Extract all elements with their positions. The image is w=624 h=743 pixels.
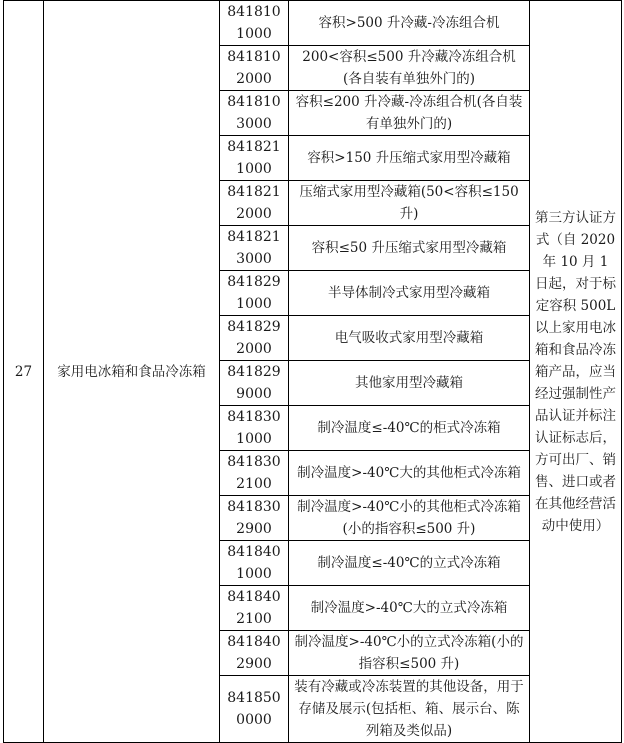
group-number-cell: 27	[4, 1, 44, 743]
hs-code-suffix: 1000	[236, 26, 272, 42]
description-cell: 制冷温度>-40℃小的立式冷冻箱(小的指容积≤500 升)	[289, 631, 530, 676]
hs-code-suffix: 3000	[236, 116, 272, 132]
hs-code-cell	[220, 586, 289, 631]
hs-code-prefix: 841810	[227, 49, 281, 65]
hs-code-suffix: 2000	[236, 341, 272, 357]
hs-code-cell	[220, 631, 289, 676]
hs-code-prefix: 841829	[227, 274, 281, 290]
certification-note-text: 第三方认证方式（自 2020 年 10 月 1 日起，对于标定容积 500L 以上家用电冰箱和食品冷冻箱产品，应当经过强制性产品认证并标注认证标志后，方可出厂、销售、进口或者在其他经营活动中使用）	[535, 209, 616, 534]
table-row	[4, 1, 622, 46]
hs-code-suffix: 9000	[236, 386, 272, 402]
hs-code-suffix: 2900	[236, 656, 272, 672]
hs-code-prefix: 841830	[227, 454, 281, 470]
hs-code-prefix: 841810	[227, 94, 281, 110]
hs-code-prefix: 841850	[227, 690, 281, 706]
hs-code-suffix: 1000	[236, 566, 272, 582]
hs-code-suffix: 1000	[236, 431, 272, 447]
hs-code-cell	[220, 181, 289, 226]
hs-code-cell	[220, 541, 289, 586]
hs-code-cell	[220, 136, 289, 181]
hs-code-prefix: 841810	[227, 4, 281, 20]
product-catalog-table	[3, 0, 622, 743]
description-cell: 200<容积≤500 升冷藏冷冻组合机(各自装有单独外门的)	[289, 46, 530, 91]
hs-code-cell	[220, 406, 289, 451]
hs-code-cell	[220, 226, 289, 271]
description-cell: 容积≤200 升冷藏-冷冻组合机(各自装有单独外门的)	[289, 91, 530, 136]
description-cell: 装有冷藏或冷冻装置的其他设备，用于存储及展示(包括柜、箱、展示台、陈列箱及类似品)	[289, 676, 530, 743]
hs-code-prefix: 841821	[227, 184, 281, 200]
hs-code-prefix: 841829	[227, 364, 281, 380]
hs-code-suffix: 2900	[236, 521, 272, 537]
table-body	[4, 1, 622, 743]
description-cell: 半导体制冷式家用型冷藏箱	[289, 271, 530, 316]
hs-code-cell	[220, 361, 289, 406]
hs-code-cell	[220, 46, 289, 91]
hs-code-cell	[220, 271, 289, 316]
hs-code-suffix: 1000	[236, 296, 272, 312]
description-cell: 压缩式家用型冷藏箱(50<容积≤150 升)	[289, 181, 530, 226]
hs-code-prefix: 841840	[227, 544, 281, 560]
description-cell: 容积≤50 升压缩式家用型冷藏箱	[289, 226, 530, 271]
hs-code-prefix: 841840	[227, 634, 281, 650]
hs-code-cell	[220, 676, 289, 743]
hs-code-prefix: 841830	[227, 409, 281, 425]
hs-code-suffix: 1000	[236, 161, 272, 177]
hs-code-cell	[220, 91, 289, 136]
hs-code-suffix: 0000	[236, 712, 272, 728]
description-cell: 制冷温度>-40℃小的其他柜式冷冻箱(小的指容积≤500 升)	[289, 496, 530, 541]
hs-code-suffix: 2000	[236, 71, 272, 87]
category-name-cell: 家用电冰箱和食品冷冻箱	[44, 1, 220, 743]
certification-note-cell	[530, 1, 622, 743]
hs-code-cell	[220, 316, 289, 361]
hs-code-cell	[220, 1, 289, 46]
description-cell: 其他家用型冷藏箱	[289, 361, 530, 406]
description-cell: 容积>500 升冷藏-冷冻组合机	[289, 1, 530, 46]
description-cell: 制冷温度>-40℃大的立式冷冻箱	[289, 586, 530, 631]
hs-code-suffix: 2000	[236, 206, 272, 222]
description-cell: 制冷温度>-40℃大的其他柜式冷冻箱	[289, 451, 530, 496]
hs-code-cell	[220, 451, 289, 496]
hs-code-suffix: 2100	[236, 611, 272, 627]
hs-code-suffix: 2100	[236, 476, 272, 492]
description-cell: 制冷温度≤-40℃的柜式冷冻箱	[289, 406, 530, 451]
description-cell: 容积>150 升压缩式家用型冷藏箱	[289, 136, 530, 181]
description-cell: 电气吸收式家用型冷藏箱	[289, 316, 530, 361]
hs-code-suffix: 3000	[236, 251, 272, 267]
hs-code-prefix: 841829	[227, 319, 281, 335]
hs-code-cell	[220, 496, 289, 541]
description-cell: 制冷温度≤-40℃的立式冷冻箱	[289, 541, 530, 586]
hs-code-prefix: 841821	[227, 139, 281, 155]
hs-code-prefix: 841830	[227, 499, 281, 515]
hs-code-prefix: 841840	[227, 589, 281, 605]
hs-code-prefix: 841821	[227, 229, 281, 245]
